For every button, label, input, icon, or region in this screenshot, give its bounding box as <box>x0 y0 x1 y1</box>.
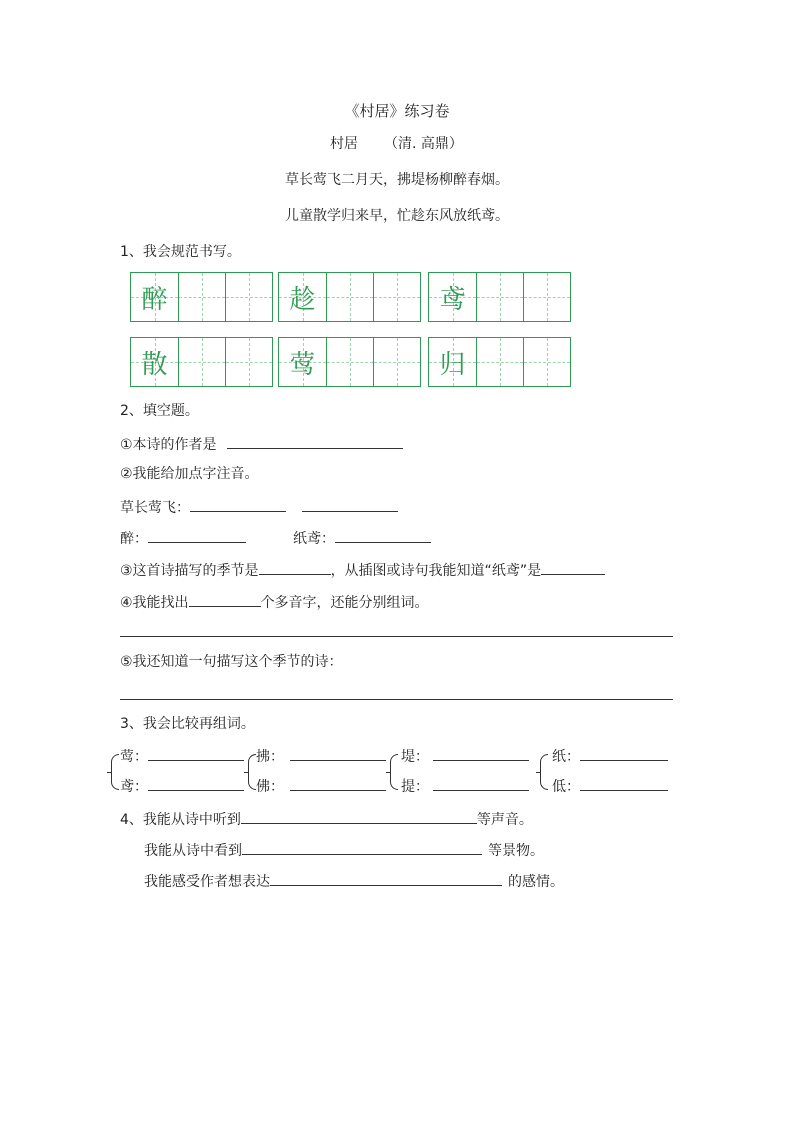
hear-prompt: 4、我能从诗中听到 <box>120 812 241 828</box>
compare-blank[interactable] <box>580 745 668 761</box>
pinyin-label-a: 草长莺飞： <box>120 500 190 516</box>
author-prompt: ①本诗的作者是 <box>120 437 217 453</box>
grid-cell[interactable] <box>326 338 373 386</box>
polyphone-prompt-tail: 个多音字，还能分别组词。 <box>260 595 429 611</box>
brace-icon <box>390 754 398 790</box>
writing-grid-5 <box>278 337 421 387</box>
grid-cell[interactable] <box>476 338 523 386</box>
grid-cell[interactable] <box>178 338 225 386</box>
question-1-label: 1、我会规范书写。 <box>120 244 241 260</box>
model-char: 醉 <box>141 284 168 315</box>
compare-row-b <box>401 775 529 797</box>
grid-cell[interactable] <box>225 273 272 321</box>
worksheet-title: 《村居》练习卷 <box>344 102 450 120</box>
season-blank[interactable] <box>259 559 331 575</box>
compare-blank[interactable] <box>433 775 529 791</box>
grid-cell <box>429 273 476 321</box>
grid-cell <box>429 338 476 386</box>
compare-char: 拂： <box>256 749 284 765</box>
q2-pinyin-row-1 <box>120 496 398 518</box>
q2-pinyin-row-2 <box>120 527 431 549</box>
grid-cell[interactable] <box>373 338 420 386</box>
q4-line-3 <box>144 870 564 892</box>
writing-grid-2 <box>278 272 421 322</box>
hear-blank[interactable] <box>241 808 477 824</box>
pinyin-blank[interactable] <box>335 527 431 543</box>
poem-heading <box>330 134 463 154</box>
compare-row-a <box>401 745 529 767</box>
polyphone-prompt: ④我能找出 <box>120 595 189 611</box>
q2-item-4 <box>120 591 429 613</box>
grid-cell[interactable] <box>523 273 570 321</box>
grid-cell[interactable] <box>178 273 225 321</box>
q4-line-1 <box>120 808 533 830</box>
model-char: 归 <box>439 349 466 380</box>
grid-cell <box>279 273 326 321</box>
grid-cell[interactable] <box>373 273 420 321</box>
writing-grid-1 <box>130 272 273 322</box>
grid-cell[interactable] <box>225 338 272 386</box>
compare-blank[interactable] <box>580 775 668 791</box>
author-blank[interactable] <box>227 433 403 449</box>
compare-char: 莺： <box>120 749 148 765</box>
grid-cell <box>131 273 178 321</box>
model-char: 趁 <box>289 284 316 315</box>
model-char: 散 <box>141 349 168 380</box>
compare-char: 低： <box>552 779 580 795</box>
q2-item-1 <box>120 433 403 455</box>
q2-item-2: ②我能给加点字注音。 <box>120 466 259 482</box>
feel-tail: 的感情。 <box>508 874 564 890</box>
brace-icon <box>540 754 548 790</box>
grid-cell[interactable] <box>326 273 373 321</box>
pinyin-label-b: 醉： <box>120 531 148 547</box>
q2-item-5: ⑤我还知道一句描写这个季节的诗： <box>120 654 343 670</box>
question-2-label: 2、填空题。 <box>120 403 199 419</box>
answer-line[interactable] <box>120 699 673 700</box>
brace-icon <box>111 754 119 790</box>
grid-cell <box>279 338 326 386</box>
compare-row-a <box>256 745 386 767</box>
compare-blank[interactable] <box>148 775 244 791</box>
see-blank[interactable] <box>242 839 482 855</box>
compare-char: 提： <box>401 779 429 795</box>
grid-cell[interactable] <box>476 273 523 321</box>
grid-cell[interactable] <box>523 338 570 386</box>
compare-char: 纸： <box>552 749 580 765</box>
poem-line-2: 儿童散学归来早，忙趁东风放纸鸢。 <box>285 208 509 224</box>
compare-row-b <box>256 775 386 797</box>
compare-blank[interactable] <box>433 745 529 761</box>
kite-prompt: ，从插图或诗句我能知道“纸鸢”是 <box>330 563 542 579</box>
brace-icon <box>248 754 256 790</box>
compare-row-a <box>552 745 668 767</box>
poem-title: 村居 <box>330 136 358 152</box>
pinyin-label-c: 纸鸢： <box>293 531 335 547</box>
pinyin-blank[interactable] <box>190 496 286 512</box>
compare-row-b <box>552 775 668 797</box>
q4-line-2 <box>144 839 544 861</box>
kite-blank[interactable] <box>541 559 605 575</box>
compare-char: 堤： <box>401 749 429 765</box>
compare-char: 佛： <box>256 779 284 795</box>
poem-author: （清. 高鼎） <box>384 136 463 152</box>
compare-char: 鸢： <box>120 779 148 795</box>
grid-cell <box>131 338 178 386</box>
question-3-label: 3、我会比较再组词。 <box>120 716 255 732</box>
poem-line-1: 草长莺飞二月天，拂堤杨柳醉春烟。 <box>285 172 509 188</box>
see-tail: 等景物。 <box>488 843 544 859</box>
feel-prompt: 我能感受作者想表达 <box>144 874 270 890</box>
answer-line[interactable] <box>120 636 673 637</box>
q2-item-3 <box>120 559 605 581</box>
pinyin-blank[interactable] <box>148 527 246 543</box>
writing-grid-4 <box>130 337 273 387</box>
writing-grid-3 <box>428 272 571 322</box>
writing-grid-6 <box>428 337 571 387</box>
compare-blank[interactable] <box>290 775 386 791</box>
season-prompt: ③这首诗描写的季节是 <box>120 563 259 579</box>
compare-row-a <box>120 745 244 767</box>
feel-blank[interactable] <box>270 870 502 886</box>
compare-row-b <box>120 775 244 797</box>
pinyin-blank[interactable] <box>302 496 398 512</box>
see-prompt: 我能从诗中看到 <box>144 843 242 859</box>
hear-tail: 等声音。 <box>476 812 533 828</box>
model-char: 鸢 <box>439 284 466 315</box>
model-char: 莺 <box>289 349 316 380</box>
polyphone-count-blank[interactable] <box>189 591 261 607</box>
compare-blank[interactable] <box>148 745 244 761</box>
compare-blank[interactable] <box>290 745 386 761</box>
